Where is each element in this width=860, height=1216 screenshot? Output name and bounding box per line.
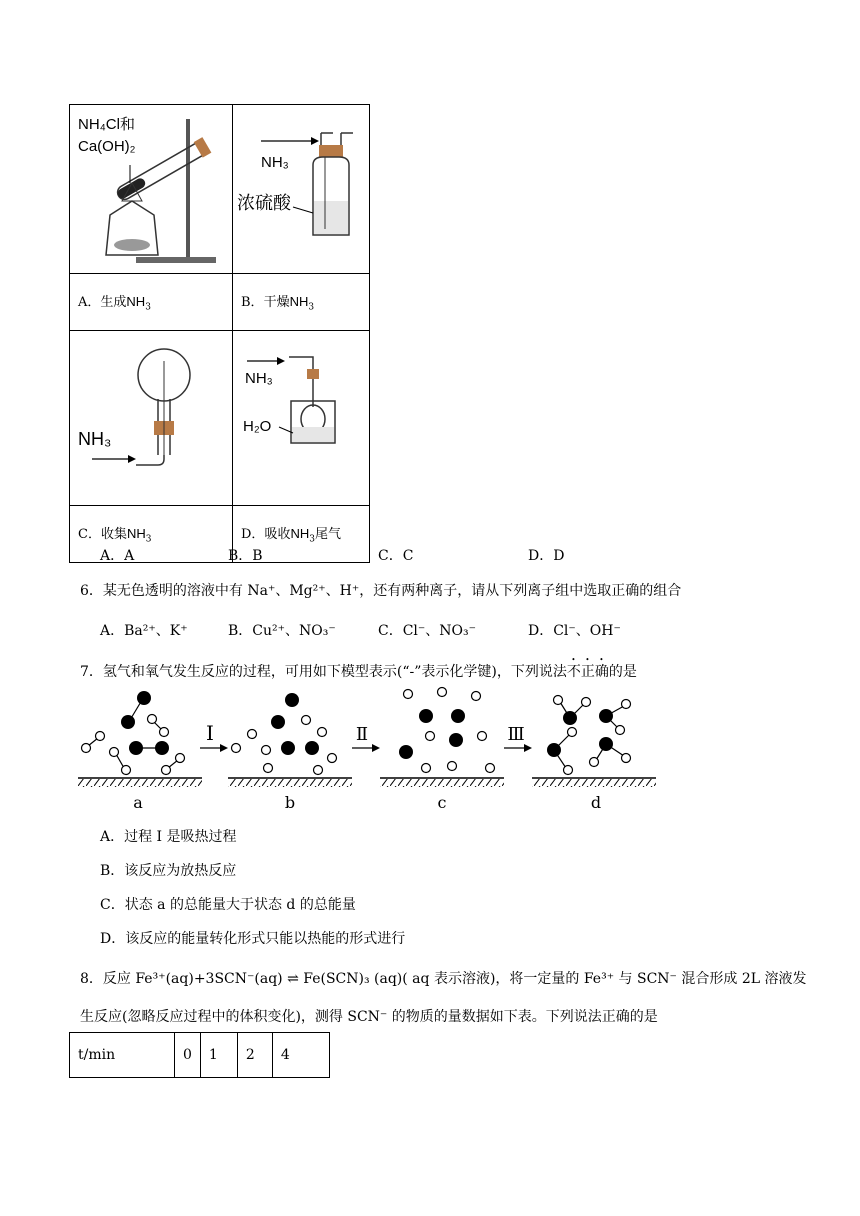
table-header-cell: 1 bbox=[200, 1033, 237, 1078]
label-nh3-b: NH₃ bbox=[261, 154, 289, 171]
apparatus-b-image bbox=[233, 105, 370, 274]
q7-option-b[interactable]: B．该反应为放热反应 bbox=[100, 863, 237, 879]
q6-options bbox=[100, 620, 621, 640]
state-a-label: a bbox=[133, 793, 143, 812]
state-c-label: c bbox=[437, 793, 447, 812]
label-reagent-1: NH₄Cl和 bbox=[78, 116, 135, 133]
q8-stem-line1: 8．反应 Fe³⁺(aq)+3SCN⁻(aq) ⇌ Fe(SCN)₃ (aq)( aq 表示溶液)，将一定量的 Fe³⁺ 与 SCN⁻ 混合形成 2L 溶液发 bbox=[80, 971, 807, 987]
q7-option-d[interactable]: D．该反应的能量转化形式只能以热能的形式进行 bbox=[100, 931, 406, 947]
q5-option-d[interactable]: D．D bbox=[528, 548, 565, 564]
table-header-cell: 4 bbox=[272, 1033, 329, 1078]
table-header-cell: 0 bbox=[175, 1033, 201, 1078]
q5-option-a[interactable]: A．A bbox=[100, 548, 135, 564]
apparatus-a-image bbox=[70, 105, 233, 274]
apparatus-table bbox=[69, 104, 370, 563]
q7-option-c[interactable]: C．状态 a 的总能量大于状态 d 的总能量 bbox=[100, 897, 356, 913]
label-reagent-2: Ca(OH)₂ bbox=[78, 138, 136, 155]
step-2-label: Ⅱ bbox=[355, 724, 369, 745]
caption-c: C．收集$NH_3$ bbox=[70, 506, 233, 563]
step-3-label: Ⅲ bbox=[507, 724, 525, 745]
state-d-label: d bbox=[590, 793, 602, 812]
q5-option-b[interactable]: B．B bbox=[228, 548, 263, 564]
q8-stem-line2: 生反应(忽略反应过程中的体积变化)，测得 SCN⁻ 的物质的量数据如下表。下列说法正确的是 bbox=[80, 1009, 658, 1025]
state-b-label: b bbox=[284, 793, 296, 812]
q6-option-a[interactable]: A．Ba²⁺、K⁺ bbox=[100, 623, 188, 639]
table-header-cell: 2 bbox=[237, 1033, 272, 1078]
q6-option-b[interactable]: B．Cu²⁺、NO₃⁻ bbox=[228, 623, 336, 639]
label-nh3-c: NH₃ bbox=[78, 429, 112, 449]
caption-d: D．吸收$NH_3$尾气 bbox=[233, 506, 370, 563]
table-header-cell: t/min bbox=[70, 1033, 175, 1078]
apparatus-c-image bbox=[70, 331, 233, 506]
label-water: H₂O bbox=[243, 418, 272, 435]
q6-option-c[interactable]: C．Cl⁻、NO₃⁻ bbox=[378, 623, 477, 639]
caption-a: A．生成$NH_3$ bbox=[70, 274, 233, 331]
q5-options bbox=[100, 545, 564, 565]
caption-b: B．干燥$NH_3$ bbox=[233, 274, 370, 331]
q7-option-a[interactable]: A．过程 I 是吸热过程 bbox=[100, 829, 237, 845]
reaction-model-diagram bbox=[70, 682, 660, 812]
q5-option-c[interactable]: C．C bbox=[378, 548, 414, 564]
q8-data-table bbox=[69, 1032, 330, 1078]
label-nh3-d: NH₃ bbox=[245, 370, 273, 387]
q6-option-d[interactable]: D．Cl⁻、OH⁻ bbox=[528, 623, 621, 639]
step-1-label: I bbox=[206, 721, 214, 745]
apparatus-d-image bbox=[233, 331, 370, 506]
table-row bbox=[70, 1033, 330, 1078]
q7-stem: 7．氢气和氧气发生反应的过程，可用如下模型表示(“-”表示化学键)，下列说法不正确的是 bbox=[80, 664, 637, 680]
label-sulfuric-acid: 浓硫酸 bbox=[237, 193, 291, 213]
q6-stem: 6．某无色透明的溶液中有 Na⁺、Mg²⁺、H⁺，还有两种离子，请从下列离子组中选取正确的组合 bbox=[80, 583, 682, 599]
